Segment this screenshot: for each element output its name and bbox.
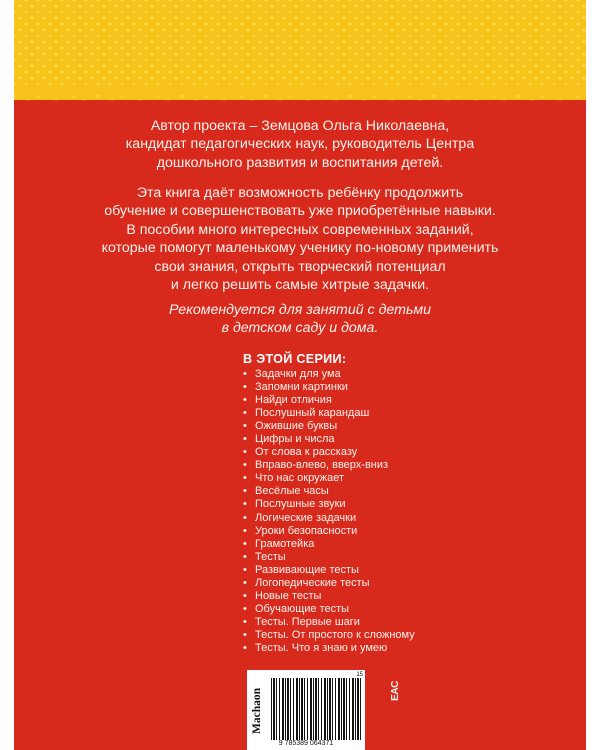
recommendation xyxy=(14,301,586,338)
series-item-label: Ожившие буквы xyxy=(255,420,338,433)
bullet-icon: • xyxy=(243,498,247,511)
barcode-area xyxy=(247,670,365,750)
series-item-label: Грамотейка xyxy=(255,537,315,550)
list-item xyxy=(243,433,415,446)
series-item-label: Уроки безопасности xyxy=(255,524,358,537)
list-item xyxy=(243,459,415,472)
bullet-icon: • xyxy=(243,550,247,563)
publisher-logo xyxy=(249,674,265,748)
bullet-icon: • xyxy=(243,615,247,628)
bullet-icon: • xyxy=(243,485,247,498)
bullet-icon: • xyxy=(243,589,247,602)
bullet-icon: • xyxy=(243,628,247,641)
description-line: и легко решить самые хитрые задачки. xyxy=(170,277,430,294)
list-item xyxy=(243,381,415,394)
eac-mark-icon: EAC xyxy=(389,681,401,701)
bullet-icon: • xyxy=(243,407,247,420)
list-item xyxy=(243,642,415,655)
list-item xyxy=(243,485,415,498)
bullet-icon: • xyxy=(243,368,247,380)
series-item-label: Логические задачки xyxy=(255,511,357,524)
series-item-label: Обучающие тесты xyxy=(255,602,350,615)
series-item-label: Задачки для ума xyxy=(255,368,341,380)
series-item-label: Развивающие тесты xyxy=(255,563,359,576)
series-item-label: Весёлые часы xyxy=(255,485,329,498)
series-item-label: Что нас окружает xyxy=(255,472,344,485)
description-line: которые помогут маленькому ученику по-новому применить xyxy=(101,240,499,257)
bullet-icon: • xyxy=(243,511,247,524)
yellow-dotted-band xyxy=(14,0,586,100)
series-item-label: Запомни картинки xyxy=(255,381,348,394)
series-item-label: Новые тесты xyxy=(255,589,322,602)
barcode-number: 9 785389 064371 xyxy=(278,740,334,747)
bullet-icon: • xyxy=(243,433,247,446)
list-item xyxy=(243,577,415,590)
description-line: Эта книга даёт возможность ребёнку продолжить xyxy=(136,185,464,201)
author-line: дошкольного развития и воспитания детей. xyxy=(156,154,444,171)
series-item-label: Тесты. Первые шаги xyxy=(255,615,360,628)
description-line: свои знания, открыть творческий потенциал xyxy=(154,258,446,275)
list-item xyxy=(243,420,415,433)
list-item xyxy=(243,603,415,616)
list-item xyxy=(243,498,415,511)
barcode xyxy=(271,678,361,740)
barcode-addon: 15 xyxy=(356,672,363,678)
bullet-icon: • xyxy=(243,641,247,654)
series-title: В ЭТОЙ СЕРИИ: xyxy=(243,352,347,366)
bullet-icon: • xyxy=(243,576,247,589)
series-item-label: Вправо-влево, вверх-вниз xyxy=(255,459,389,472)
author-line: кандидат педагогических наук, руководитель Центра xyxy=(125,136,475,153)
bullet-icon: • xyxy=(243,602,247,615)
bullet-icon: • xyxy=(243,381,247,394)
list-item xyxy=(243,407,415,420)
series-list xyxy=(243,368,415,655)
bullet-icon: • xyxy=(243,472,247,485)
series-item-label: От слова к рассказу xyxy=(255,446,358,459)
bullet-icon: • xyxy=(243,537,247,550)
list-item xyxy=(243,629,415,642)
list-item xyxy=(243,525,415,538)
author-line: Автор проекта – Земцова Ольга Николаевна, xyxy=(150,118,450,134)
description-line: обучение и совершенствовать уже приобретённые навыки. xyxy=(104,203,496,220)
list-item xyxy=(243,616,415,629)
series-item-label: Тесты. Что я знаю и умею xyxy=(255,641,388,654)
series-item-label: Цифры и числа xyxy=(255,433,335,446)
series-item-label: Логопедические тесты xyxy=(255,576,370,589)
list-item xyxy=(243,551,415,564)
description-line: В пособии много интересных современных заданий, xyxy=(126,221,474,238)
list-item xyxy=(243,512,415,525)
bullet-icon: • xyxy=(243,459,247,472)
bullet-icon: • xyxy=(243,394,247,407)
book-back-cover xyxy=(14,0,586,750)
recommendation-line: в детском саду и дома. xyxy=(221,320,379,337)
list-item xyxy=(243,538,415,551)
book-description xyxy=(14,184,586,294)
bullet-icon: • xyxy=(243,420,247,433)
bullet-icon: • xyxy=(243,563,247,576)
series-item-label: Послушный карандаш xyxy=(255,407,370,420)
list-item xyxy=(243,590,415,603)
recommendation-line: Рекомендуется для занятий с детьми xyxy=(168,302,432,318)
series-item-label: Послушные звуки xyxy=(255,498,346,511)
list-item xyxy=(243,446,415,459)
bullet-icon: • xyxy=(243,524,247,537)
series-item-label: Тесты. От простого к сложному xyxy=(255,628,415,641)
publisher-name: Machaon xyxy=(251,688,263,734)
list-item xyxy=(243,564,415,577)
list-item xyxy=(243,472,415,485)
author-info xyxy=(14,117,586,172)
series-item-label: Найди отличия xyxy=(255,394,332,407)
series-item-label: Тесты xyxy=(255,550,286,563)
scalloped-edge xyxy=(14,86,586,112)
list-item xyxy=(243,368,415,381)
list-item xyxy=(243,394,415,407)
bullet-icon: • xyxy=(243,446,247,459)
